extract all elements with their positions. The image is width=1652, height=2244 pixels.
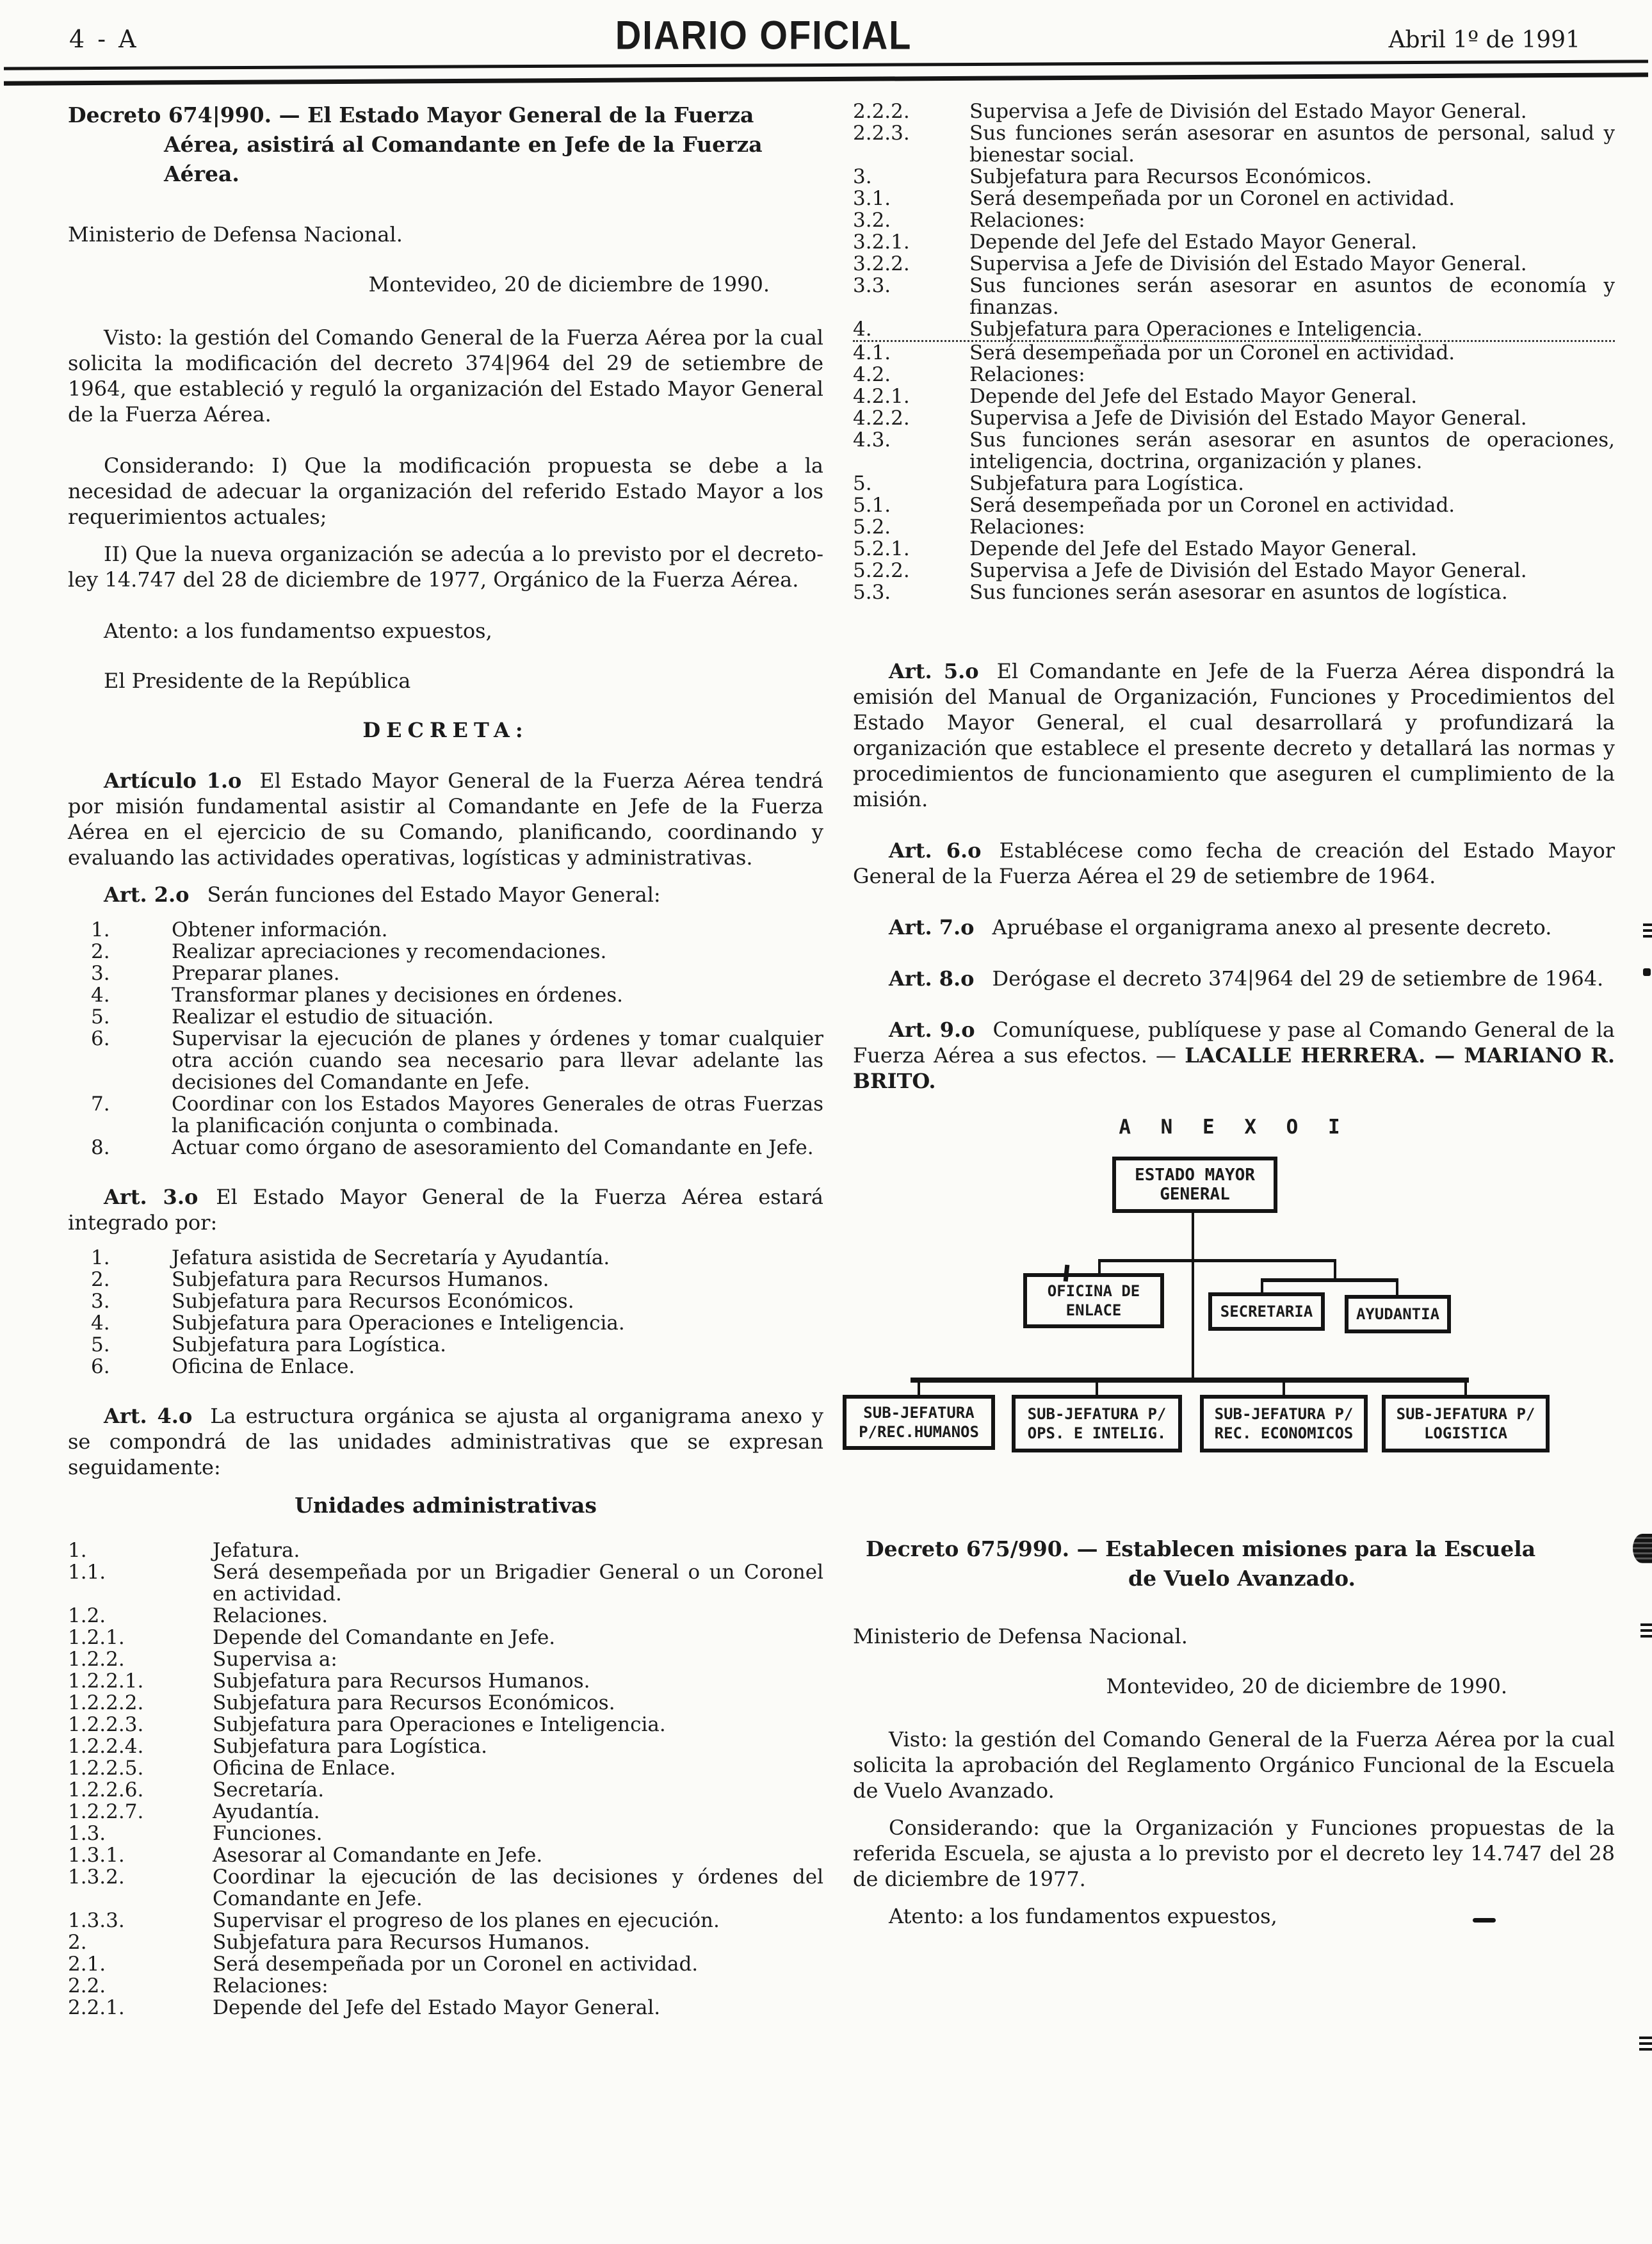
list-item (68, 1953, 823, 1975)
item-text: Asesorar al Comandante en Jefe. (213, 1844, 543, 1867)
org-connector-tick (1283, 1383, 1285, 1395)
article-1 (68, 768, 823, 870)
list-item (853, 473, 1615, 494)
item-text: Sus funciones serán asesorar en asuntos de economía y finanzas. (969, 274, 1615, 319)
list-item (68, 1975, 823, 1997)
list-item (853, 253, 1615, 275)
list-item (68, 1648, 823, 1670)
item-text: Depende del Jefe del Estado Mayor General. (969, 231, 1418, 254)
item-number: 7. (91, 1093, 110, 1116)
article-7-text: Apruébase el organigrama anexo al presente decreto. (992, 915, 1552, 939)
item-number: 5.2.1. (853, 537, 910, 560)
item-text: Relaciones: (969, 363, 1085, 386)
list-item (68, 1931, 823, 1953)
org-box-subjefatura-rec-humanos: SUB-JEFATURA P/REC.HUMANOS (843, 1395, 995, 1450)
masthead (0, 0, 1652, 56)
list-item (91, 1093, 823, 1137)
item-number: 5.2. (853, 516, 891, 539)
item-number: 2.2.3. (853, 122, 910, 145)
visto-paragraph-675: Visto: la gestión del Comando General de la Fuerza Aérea por la cual solicita la aprobación del Reglamento Orgánico Funcional de la Escuela de Vuelo Avanzado. (853, 1727, 1615, 1803)
org-box-secretaria: SECRETARIA (1208, 1292, 1325, 1331)
item-number: 6. (91, 1027, 110, 1050)
presidente-line: El Presidente de la República (104, 669, 411, 693)
item-number: 1.2. (68, 1604, 106, 1627)
signatures: LACALLE HERRERA. — MARIANO R. BRITO. (853, 1043, 1616, 1093)
considerando-1-paragraph: Considerando: I) Que la modificación propuesta se debe a la necesidad de adecuar la organización del referido Estado Mayor a los requerimientos actuales; (68, 453, 823, 529)
item-text: Relaciones: (969, 209, 1085, 232)
item-text: Oficina de Enlace. (172, 1355, 355, 1378)
visto-paragraph: Visto: la gestión del Comando General de la Fuerza Aérea por la cual solicita la modificación del decreto 374|964 del 29 de setiembre de 1964, que estableció y reguló la organización del Estado Mayor General de la Fuerza Aérea. (68, 325, 823, 427)
item-number: 3. (853, 165, 872, 188)
org-connector-tick (918, 1383, 920, 1395)
header-rule-top (4, 60, 1648, 70)
item-number: 1.2.1. (68, 1626, 125, 1649)
item-text: Transformar planes y decisiones en órdenes. (172, 984, 623, 1007)
item-text: Depende del Jefe del Estado Mayor General. (969, 537, 1418, 560)
decree-heading-line: Decreto 674|990. — El Estado Mayor General de la Fuerza (68, 102, 754, 127)
org-connector-tick (1098, 1259, 1101, 1274)
item-text: Será desempeñada por un Coronel en actividad. (969, 494, 1455, 517)
list-item (68, 1540, 823, 1561)
item-number: 3. (91, 1290, 110, 1313)
item-number: 5.3. (853, 581, 891, 604)
item-text: Subjefatura para Operaciones e Inteligencia. (172, 1312, 625, 1335)
article-1-lead: Artículo 1.o (104, 768, 242, 793)
list-item (68, 1670, 823, 1692)
item-text: Subjefatura para Logística. (172, 1333, 447, 1356)
org-box-oficina-de-enlace: OFICINA DE ENLACE (1023, 1273, 1164, 1328)
list-item (68, 1779, 823, 1801)
list-item (853, 166, 1615, 188)
item-text: Relaciones. (213, 1604, 328, 1627)
list-item (68, 1714, 823, 1736)
item-text: Subjefatura para Recursos Económicos. (172, 1290, 574, 1313)
item-number: 5. (91, 1005, 110, 1028)
anexo-heading: A N E X O I (1119, 1116, 1349, 1139)
item-number: 1.3. (68, 1822, 106, 1845)
article-7 (853, 915, 1615, 940)
left-column (68, 101, 823, 2044)
item-text: Coordinar con los Estados Mayores Generales de otras Fuerzas la planificación conjunta o combinada. (172, 1093, 823, 1137)
item-number: 5. (91, 1333, 110, 1356)
item-number: 4.2.1. (853, 385, 910, 408)
item-number: 2.1. (68, 1953, 106, 1976)
item-number: 4.3. (853, 428, 891, 451)
item-number: 3. (91, 962, 110, 985)
item-text: Supervisa a Jefe de División del Estado Mayor General. (969, 252, 1527, 275)
org-connector-main-vertical (1192, 1213, 1194, 1379)
item-number: 3.3. (853, 274, 891, 297)
list-item (91, 1247, 823, 1269)
item-number: 6. (91, 1355, 110, 1378)
item-number: 3.2.2. (853, 252, 910, 275)
item-text: Supervisar el progreso de los planes en ejecución. (213, 1909, 720, 1932)
list-item (91, 963, 823, 984)
item-number: 1.2.2.7. (68, 1800, 144, 1823)
list-item (68, 1866, 823, 1910)
item-text: Relaciones: (969, 516, 1085, 539)
article-2-lead: Art. 2.o (104, 882, 190, 907)
item-text: Depende del Comandante en Jefe. (213, 1626, 556, 1649)
org-box-ayudantia: AYUDANTIA (1345, 1295, 1451, 1333)
org-connector-tick (1096, 1383, 1098, 1395)
item-number: 1.2.2.5. (68, 1757, 144, 1780)
article-5-lead: Art. 5.o (889, 659, 979, 683)
item-text: Será desempeñada por un Brigadier General o un Coronel en actividad. (213, 1561, 823, 1606)
list-item (853, 188, 1615, 209)
list-item (853, 209, 1615, 231)
list-item (853, 275, 1615, 318)
scan-artifact (1473, 1918, 1496, 1923)
article-4 (68, 1403, 823, 1480)
list-item (68, 1823, 823, 1844)
article-2 (68, 882, 823, 907)
org-connector-tick (1334, 1259, 1336, 1281)
article-1-text: El Estado Mayor General de la Fuerza Aérea tendrá por misión fundamental asistir al Comandante en Jefe de la Fuerza Aérea en el ejercicio de su Comando, planificando, coordinando y evaluando las actividades operativas, logísticas y administrativas. (68, 768, 824, 870)
item-text: Supervisa a Jefe de División del Estado Mayor General. (969, 559, 1527, 582)
unidades-list-continued (853, 101, 1615, 603)
article-3-text: El Estado Mayor General de la Fuerza Aérea estará integrado por: (68, 1185, 823, 1235)
list-item (91, 984, 823, 1006)
list-item (853, 560, 1615, 581)
org-connector-upper-horizontal (1098, 1259, 1336, 1262)
list-item (853, 342, 1615, 364)
article-3-lead: Art. 3.o (104, 1185, 198, 1209)
item-text: Supervisa a: (213, 1648, 337, 1671)
article-6 (853, 838, 1615, 889)
item-text: Sus funciones serán asesorar en asuntos de operaciones, inteligencia, doctrina, organización y planes. (969, 428, 1615, 473)
item-text: Subjefatura para Recursos Humanos. (213, 1670, 590, 1693)
decree-heading-line: Aérea, asistirá al Comandante en Jefe de la Fuerza (164, 132, 763, 157)
item-number: 1.2.2.1. (68, 1670, 144, 1693)
ministry-line: Ministerio de Defensa Nacional. (68, 222, 403, 247)
item-text: Jefatura asistida de Secretaría y Ayudantía. (172, 1246, 610, 1269)
item-text: Subjefatura para Logística. (969, 472, 1245, 495)
article-3 (68, 1184, 823, 1235)
item-text: Será desempeñada por un Coronel en actividad. (969, 341, 1455, 364)
item-number: 1.3.3. (68, 1909, 125, 1932)
item-number: 8. (91, 1136, 110, 1159)
item-number: 1.1. (68, 1561, 106, 1584)
list-item (68, 1844, 823, 1866)
atento-line: Atento: a los fundamentso expuestos, (104, 619, 492, 643)
article-4-lead: Art. 4.o (104, 1404, 193, 1428)
ministry-line: Ministerio de Defensa Nacional. (853, 1624, 1188, 1648)
item-text: Depende del Jefe del Estado Mayor General. (213, 1996, 661, 2019)
list-item (853, 538, 1615, 560)
list-item (853, 407, 1615, 429)
org-box-subjefatura-rec-economicos: SUB-JEFATURA P/ REC. ECONOMICOS (1200, 1395, 1368, 1452)
org-connector-bottom-horizontal (911, 1378, 1469, 1383)
item-text: Funciones. (213, 1822, 323, 1845)
article-8 (853, 966, 1615, 991)
scan-artifact (1640, 1623, 1652, 1640)
list-item (853, 581, 1615, 603)
item-number: 4.2.2. (853, 407, 910, 430)
item-text: Sus funciones serán asesorar en asuntos de personal, salud y bienestar social. (969, 122, 1615, 167)
org-box-subjefatura-ops-intelig: SUB-JEFATURA P/ OPS. E INTELIG. (1012, 1395, 1182, 1452)
list-item (853, 386, 1615, 407)
item-text: Será desempeñada por un Coronel en actividad. (213, 1953, 699, 1976)
item-text: Relaciones: (213, 1974, 328, 1997)
unidades-heading: Unidades administrativas (295, 1493, 597, 1518)
article-9-lead: Art. 9.o (889, 1018, 975, 1042)
org-connector-tick (1464, 1383, 1467, 1395)
org-connector-tick (1396, 1278, 1398, 1296)
org-box-subjefatura-logistica: SUB-JEFATURA P/ LOGISTICA (1382, 1395, 1550, 1452)
article-9-text: Comuníquese, publíquese y pase al Comando General de la Fuerza Aérea a sus efectos. — (853, 1018, 1616, 1068)
right-column (853, 101, 1615, 2044)
list-item (91, 1334, 823, 1356)
item-number: 5.1. (853, 494, 891, 517)
item-number: 2. (91, 1268, 110, 1291)
item-text: Coordinar la ejecución de las decisiones y órdenes del Comandante en Jefe. (213, 1866, 823, 1910)
item-text: Subjefatura para Recursos Económicos. (213, 1691, 615, 1714)
article-8-lead: Art. 8.o (889, 966, 975, 991)
page-number: 4 - A (69, 25, 139, 53)
item-number: 4.1. (853, 341, 891, 364)
list-item (68, 1627, 823, 1648)
scan-artifact (1643, 923, 1652, 940)
item-number: 1.2.2.2. (68, 1691, 144, 1714)
article-6-lead: Art. 6.o (889, 838, 982, 863)
article-7-lead: Art. 7.o (889, 915, 975, 939)
list-item (68, 1910, 823, 1931)
list-item (91, 1137, 823, 1159)
item-text: Ayudantía. (213, 1800, 320, 1823)
decree-heading-line: de Vuelo Avanzado. (1128, 1566, 1356, 1591)
item-number: 4. (91, 984, 110, 1007)
item-number: 2.2. (68, 1974, 106, 1997)
list-item (853, 122, 1615, 166)
item-text: Subjefatura para Recursos Humanos. (172, 1268, 549, 1291)
list-item (853, 101, 1615, 122)
item-text: Subjefatura para Operaciones e Inteligencia. (969, 318, 1423, 341)
item-number: 1.3.2. (68, 1866, 125, 1889)
item-text: Realizar el estudio de situación. (172, 1005, 494, 1028)
integrado-list (68, 1247, 823, 1378)
item-text: Subjefatura para Logística. (213, 1735, 488, 1758)
organigram (853, 1157, 1615, 1464)
considerando-2-paragraph: II) Que la nueva organización se adecúa a lo previsto por el decreto-ley 14.747 del 28 de diciembre de 1977, Orgánico de la Fuerza Aérea. (68, 542, 823, 592)
article-6-text: Establécese como fecha de creación del Estado Mayor General de la Fuerza Aérea el 29 de setiembre de 1964. (853, 838, 1616, 888)
list-item (68, 1801, 823, 1823)
list-item (68, 1997, 823, 2019)
two-column-body (0, 81, 1652, 2044)
item-number: 3.1. (853, 187, 891, 210)
article-5 (853, 658, 1615, 812)
scan-artifact (1643, 968, 1651, 976)
list-item (68, 1561, 823, 1605)
article-2-text: Serán funciones del Estado Mayor General: (207, 882, 661, 907)
spacer (853, 629, 1615, 658)
decree-675-heading (853, 1534, 1615, 1593)
list-item (91, 1028, 823, 1093)
article-4-text: La estructura orgánica se ajusta al organigrama anexo y se compondrá de las unidades administrativas que se expresan seguidamente: (68, 1404, 823, 1479)
item-text: Sus funciones serán asesorar en asuntos de logística. (969, 581, 1508, 604)
list-item (91, 1269, 823, 1290)
item-text: Obtener información. (172, 918, 388, 941)
item-number: 3.2. (853, 209, 891, 232)
decreta-heading: DECRETA: (362, 718, 529, 742)
item-number: 2.2.2. (853, 100, 910, 123)
list-item (853, 494, 1615, 516)
item-number: 1.2.2.4. (68, 1735, 144, 1758)
item-number: 1.2.2. (68, 1648, 125, 1671)
item-text: Subjefatura para Recursos Económicos. (969, 165, 1372, 188)
list-item (853, 364, 1615, 386)
list-item (853, 231, 1615, 253)
atento-line-675: Atento: a los fundamentos expuestos, (889, 1904, 1277, 1928)
item-number: 1.2.2.3. (68, 1713, 144, 1736)
item-text: Subjefatura para Operaciones e Inteligencia. (213, 1713, 666, 1736)
item-text: Oficina de Enlace. (213, 1757, 396, 1780)
funciones-list (68, 919, 823, 1159)
item-text: Supervisa a Jefe de División del Estado Mayor General. (969, 407, 1527, 430)
item-number: 2.2.1. (68, 1996, 125, 2019)
item-text: Supervisa a Jefe de División del Estado Mayor General. (969, 100, 1527, 123)
item-text: Será desempeñada por un Coronel en actividad. (969, 187, 1455, 210)
article-9 (853, 1017, 1615, 1094)
item-number: 1.2.2.6. (68, 1778, 144, 1801)
item-text: Subjefatura para Recursos Humanos. (213, 1931, 590, 1954)
item-text: Actuar como órgano de asesoramiento del Comandante en Jefe. (172, 1136, 814, 1159)
item-number: 4.2. (853, 363, 891, 386)
item-number: 1. (91, 918, 110, 941)
item-number: 5.2.2. (853, 559, 910, 582)
decree-674-heading (68, 101, 823, 189)
decree-heading-line: Decreto 675/990. — Establecen misiones para la Escuela (866, 1536, 1536, 1561)
item-text: Depende del Jefe del Estado Mayor General. (969, 385, 1418, 408)
list-item (68, 1605, 823, 1627)
item-text: Preparar planes. (172, 962, 340, 985)
item-number: 1. (91, 1246, 110, 1269)
item-text: Supervisar la ejecución de planes y órdenes y tomar cualquier otra acción cuando sea necesario para llevar adelante las decisiones del Comandante en Jefe. (172, 1027, 823, 1094)
scan-artifact (1639, 2037, 1652, 2053)
article-5-text: El Comandante en Jefe de la Fuerza Aérea dispondrá la emisión del Manual de Organización, Funciones y Procedimientos del Estado Mayor General, el cual desarrollará y profundizará la organización que establece el presente decreto y detallará las normas y procedimientos de funcionamiento que aseguren el cumplimiento de la misión. (853, 659, 1616, 811)
issue-date: Abril 1º de 1991 (1388, 27, 1580, 53)
list-item (91, 941, 823, 963)
list-item (68, 1692, 823, 1714)
list-item (91, 1356, 823, 1378)
org-connector-bracket (1261, 1278, 1398, 1282)
item-number: 1.3.1. (68, 1844, 125, 1867)
item-number: 1. (68, 1539, 87, 1562)
unidades-list (68, 1540, 823, 2019)
list-item (91, 919, 823, 941)
list-item (853, 318, 1615, 342)
decree-heading-line: Aérea. (164, 161, 239, 186)
item-text: Realizar apreciaciones y recomendaciones. (172, 940, 607, 963)
place-date-line: Montevideo, 20 de diciembre de 1990. (1106, 1674, 1507, 1698)
list-item (91, 1312, 823, 1334)
item-text: Secretaría. (213, 1778, 325, 1801)
org-connector-tick (1261, 1278, 1263, 1294)
item-number: 4. (91, 1312, 110, 1335)
item-number: 2. (91, 940, 110, 963)
page-title: DIARIO OFICIAL (615, 12, 912, 58)
list-item (853, 429, 1615, 473)
considerando-paragraph-675: Considerando: que la Organización y Funciones propuestas de la referida Escuela, se ajusta a lo previsto por el decreto ley 14.747 del 28 de diciembre de 1977. (853, 1816, 1615, 1891)
place-date-line: Montevideo, 20 de diciembre de 1990. (368, 272, 770, 297)
item-number: 3.2.1. (853, 231, 910, 254)
list-item (68, 1736, 823, 1757)
item-number: 4. (853, 318, 872, 341)
item-text: Jefatura. (213, 1539, 300, 1562)
list-item (91, 1006, 823, 1028)
article-8-text: Derógase el decreto 374|964 del 29 de setiembre de 1964. (992, 966, 1604, 991)
item-number: 2. (68, 1931, 87, 1954)
item-number: 5. (853, 472, 872, 495)
list-item (91, 1290, 823, 1312)
list-item (853, 516, 1615, 538)
scan-artifact (1633, 1534, 1652, 1563)
org-box-estado-mayor-general: ESTADO MAYOR GENERAL (1112, 1157, 1277, 1213)
list-item (68, 1757, 823, 1779)
